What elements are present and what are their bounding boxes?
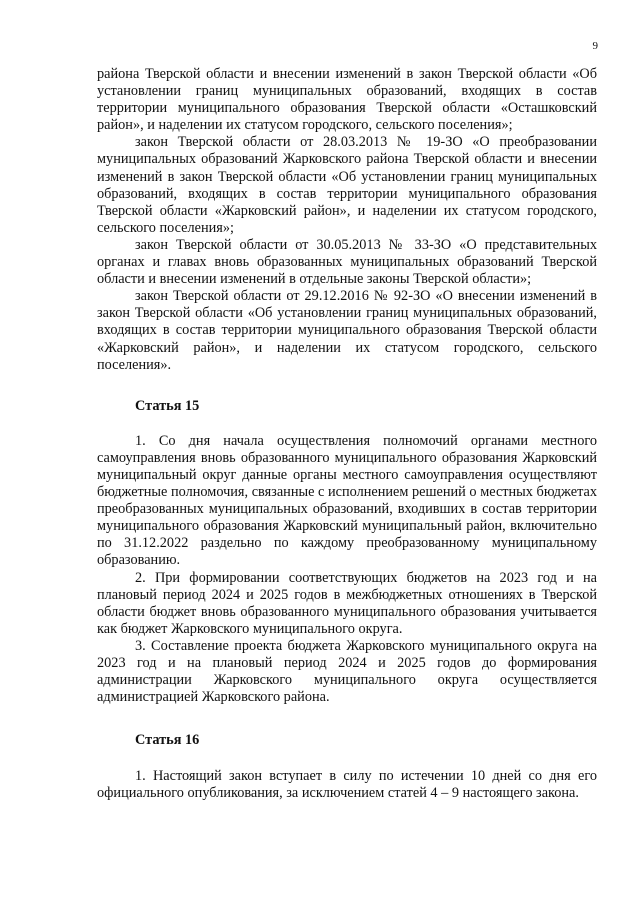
paragraph-top-3: закон Тверской области от 30.05.2013 № 33-ЗО «О представительных органах и главах вновь образованных муниципальных образований Тверской области и внесении изменений в отдельные законы Тверской области»; [97, 236, 597, 288]
article-15-heading: Статья 15 [135, 397, 200, 414]
article-15-paragraph-1: 1. Со дня начала осуществления полномочий органами местного самоуправления вновь образованного муниципального образования Жарковский муниципальный округ данные органы местного самоуправления осуществляют бюджетные полномочия, связанные с исполнением решений о местных бюджетах преобразованных муниципальных образований, входивших в состав территории муниципального образования Жарковский муниципальный район, включительно по 31.12.2022 раздельно по каждому преобразованному муниципальному образованию. [97, 432, 597, 569]
article-16-heading: Статья 16 [135, 732, 200, 749]
paragraph-top-1: района Тверской области и внесении изменений в закон Тверской области «Об установлении границ муниципальных образований, входящих в состав территории муниципального образования Тверской области «Осташковский район», и наделении их статусом городского, сельского поселения»; [97, 66, 597, 134]
document-body [97, 66, 597, 803]
paragraph-top-4: закон Тверской области от 29.12.2016 № 92-ЗО «О внесении изменений в закон Тверской области «Об установлении границ муниципальных образований, входящих в состав территории муниципального образования Тверской области «Жарковский район», и наделении их статусом городского, сельского поселения». [97, 288, 597, 373]
page-number: 9 [592, 40, 598, 52]
article-15-paragraph-2: 2. При формировании соответствующих бюджетов на 2023 год и на плановый период 2024 и 2025 годов в межбюджетных отношениях в Тверской области бюджет вновь образованного муниципального образования учитывается как бюджет Жарковского муниципального округа. [97, 569, 597, 637]
article-15-paragraph-3: 3. Составление проекта бюджета Жарковского муниципального округа на 2023 год и на плановый период 2024 и 2025 годов до формирования администрации Жарковского муниципального округа осуществляется администрацией Жарковского района. [97, 637, 597, 706]
paragraph-top-2: закон Тверской области от 28.03.2013 № 19-ЗО «О преобразовании муниципальных образований Жарковского района Тверской области и внесении изменений в закон Тверской области «Об установлении границ муниципальных образований, входящих в состав территории муниципального образования Тверской области «Жарковский район», и наделении их статусом городского, сельского поселения»; [97, 134, 597, 236]
article-16-paragraph-1: 1. Настоящий закон вступает в силу по истечении 10 дней со дня его официального опубликования, за исключением статей 4 – 9 настоящего закона. [97, 768, 597, 802]
